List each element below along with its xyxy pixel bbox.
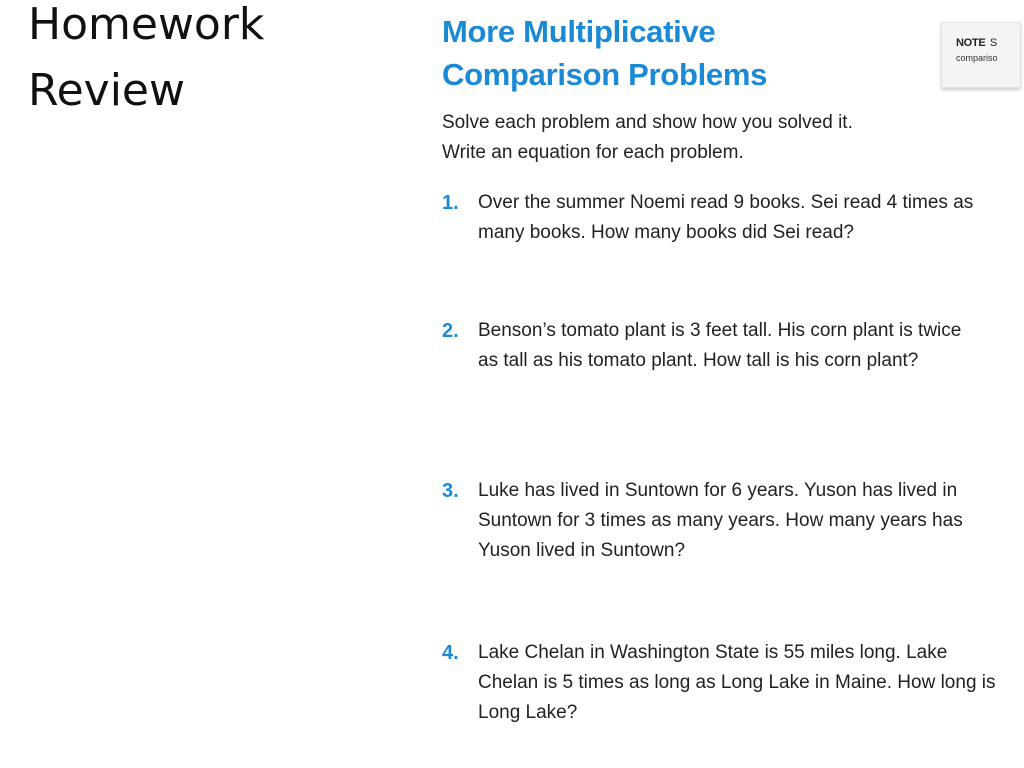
note-text: S (989, 37, 998, 49)
worksheet-heading-line2: Comparison Problems (442, 57, 768, 92)
problem-number: 4. (442, 642, 459, 664)
note-text-line2: compariso (956, 53, 998, 63)
problem-number: 1. (442, 192, 459, 214)
worksheet-image (442, 8, 1012, 763)
problem-number: 3. (442, 480, 459, 502)
problem-1 (442, 188, 1007, 248)
instructions-line2: Write an equation for each problem. (442, 142, 744, 163)
problem-number: 2. (442, 320, 459, 342)
problem-text: Luke has lived in Suntown for 6 years. Yuson has lived in Suntown for 3 times as many years. How many years has Yuson lived in Suntown? (478, 480, 963, 561)
problem-3 (442, 476, 1007, 566)
note-box (941, 22, 1021, 88)
note-label: NOTE (956, 37, 986, 49)
slide-title (28, 0, 264, 124)
problem-text: Lake Chelan in Washington State is 55 miles long. Lake Chelan is 5 times as long as Long Lake in Maine. How long is Long Lake? (478, 642, 996, 723)
problem-text: Benson’s tomato plant is 3 feet tall. His corn plant is twice as tall as his tomato plant. How tall is his corn plant? (478, 320, 962, 371)
instructions (442, 108, 982, 168)
problem-4 (442, 638, 1007, 728)
instructions-line1: Solve each problem and show how you solved it. (442, 112, 853, 133)
problem-2 (442, 316, 1007, 376)
worksheet-heading (442, 10, 767, 96)
slide-title-line1: Homework (28, 0, 265, 50)
worksheet-heading-line1: More Multiplicative (442, 14, 716, 49)
problem-text: Over the summer Noemi read 9 books. Sei read 4 times as many books. How many books did Sei read? (478, 192, 974, 243)
slide-title-line2: Review (28, 65, 185, 116)
